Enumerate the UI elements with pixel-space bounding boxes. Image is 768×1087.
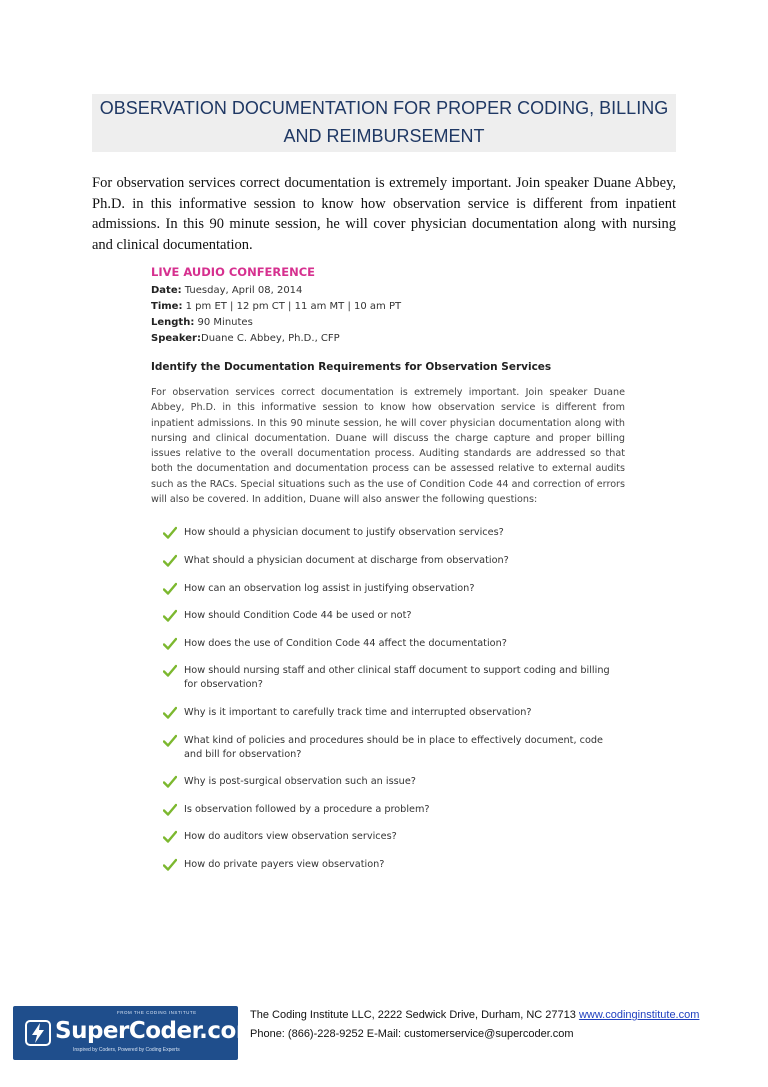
question-list bbox=[151, 526, 625, 872]
date-label: Date: bbox=[151, 285, 182, 296]
list-item bbox=[151, 830, 614, 844]
list-item bbox=[151, 637, 614, 651]
speaker-value: Duane C. Abbey, Ph.D., CFP bbox=[201, 333, 340, 344]
speaker-label: Speaker: bbox=[151, 333, 201, 344]
question-text: What should a physician document at discharge from observation? bbox=[184, 554, 509, 566]
checkmark-icon bbox=[163, 664, 177, 678]
conference-flyer bbox=[151, 265, 625, 886]
checkmark-icon bbox=[163, 775, 177, 789]
date-value: Tuesday, April 08, 2014 bbox=[181, 285, 303, 296]
title-line-2: AND REIMBURSEMENT bbox=[283, 126, 485, 146]
checkmark-icon bbox=[163, 706, 177, 720]
list-item bbox=[151, 582, 614, 596]
logo-tagline: Inspired by Coders, Powered by Coding Experts bbox=[73, 1047, 180, 1053]
checkmark-icon bbox=[163, 554, 177, 568]
checkmark-icon bbox=[163, 582, 177, 596]
question-text: How do private payers view observation? bbox=[184, 858, 385, 870]
address-line bbox=[250, 1006, 699, 1025]
section-heading: Identify the Documentation Requirements for Observation Services bbox=[151, 361, 552, 373]
intro-paragraph: For observation services correct documentation is extremely important. Join speaker Duane Abbey, Ph.D. in this informative session to know how observation service is different from inpatient admissions. In this 90 minute session, he will cover physician documentation along with nursing and clinical documentation. bbox=[92, 175, 676, 253]
length-label: Length: bbox=[151, 317, 195, 328]
live-audio-heading: LIVE AUDIO CONFERENCE bbox=[151, 265, 316, 279]
checkmark-icon bbox=[163, 637, 177, 651]
question-text: How do auditors view observation services? bbox=[184, 831, 397, 843]
time-row bbox=[151, 299, 625, 315]
time-value: 1 pm ET | 12 pm CT | 11 am MT | 10 am PT bbox=[182, 301, 402, 312]
logo-brand: SuperCoder.com bbox=[55, 1018, 260, 1044]
list-item bbox=[151, 609, 614, 623]
list-item bbox=[151, 803, 614, 817]
speaker-row bbox=[151, 331, 625, 347]
checkmark-icon bbox=[163, 734, 177, 748]
question-text: How should Condition Code 44 be used or not? bbox=[184, 610, 412, 622]
list-item bbox=[151, 734, 614, 762]
question-text: Is observation followed by a procedure a problem? bbox=[184, 803, 430, 815]
title-line-1: OBSERVATION DOCUMENTATION FOR PROPER CODING, BILLING bbox=[99, 98, 669, 118]
question-text: What kind of policies and procedures should be in place to effectively document, code and bill for observation? bbox=[184, 734, 603, 760]
length-row bbox=[151, 315, 625, 331]
logo-top-text: FROM THE CODING INSTITUTE bbox=[117, 1010, 197, 1015]
list-item bbox=[151, 706, 614, 720]
contact-line: Phone: (866)-228-9252 E-Mail: customerservice@supercoder.com bbox=[250, 1028, 574, 1040]
checkmark-icon bbox=[163, 830, 177, 844]
list-item bbox=[151, 858, 614, 872]
checkmark-icon bbox=[163, 858, 177, 872]
list-item bbox=[151, 775, 614, 789]
time-label: Time: bbox=[151, 301, 183, 312]
address-text: The Coding Institute LLC, 2222 Sedwick Drive, Durham, NC 27713 bbox=[250, 1009, 579, 1021]
lightning-bolt-icon bbox=[25, 1020, 51, 1046]
list-item bbox=[151, 554, 614, 568]
checkmark-icon bbox=[163, 526, 177, 540]
question-text: Why is post-surgical observation such an issue? bbox=[184, 776, 416, 788]
list-item bbox=[151, 664, 614, 692]
list-item bbox=[151, 526, 614, 540]
length-value: 90 Minutes bbox=[194, 317, 253, 328]
question-text: Why is it important to carefully track time and interrupted observation? bbox=[184, 706, 532, 718]
question-text: How does the use of Condition Code 44 affect the documentation? bbox=[184, 637, 507, 649]
question-text: How should nursing staff and other clinical staff document to support coding and billing for observation? bbox=[184, 665, 610, 691]
question-text: How should a physician document to justify observation services? bbox=[184, 527, 504, 539]
website-link[interactable]: www.codinginstitute.com bbox=[578, 1009, 700, 1021]
flyer-body: For observation services correct documentation is extremely important. Join speaker Duane Abbey, Ph.D. in this informative session to know how observation service is different from inpatient admissions. In this 90 minute session, he will cover physician documentation along with nursing and clinical documentation. Duane will discuss the charge capture and proper billing issues relative to the overall documentation process. Auditing standards are addressed so that both the documentation and documentation process can be assessed relative to external audits such as the RACs. Special situations such as the use of Condition Code 44 and correction of errors will also be covered. In addition, Duane will also answer the following questions: bbox=[151, 387, 625, 506]
supercoder-logo[interactable] bbox=[13, 1006, 260, 1060]
checkmark-icon bbox=[163, 803, 177, 817]
question-text: How can an observation log assist in justifying observation? bbox=[184, 582, 475, 594]
footer-contact bbox=[250, 1006, 699, 1044]
document-title bbox=[92, 94, 676, 152]
date-row bbox=[151, 283, 625, 299]
footer bbox=[0, 1000, 768, 1070]
checkmark-icon bbox=[163, 609, 177, 623]
